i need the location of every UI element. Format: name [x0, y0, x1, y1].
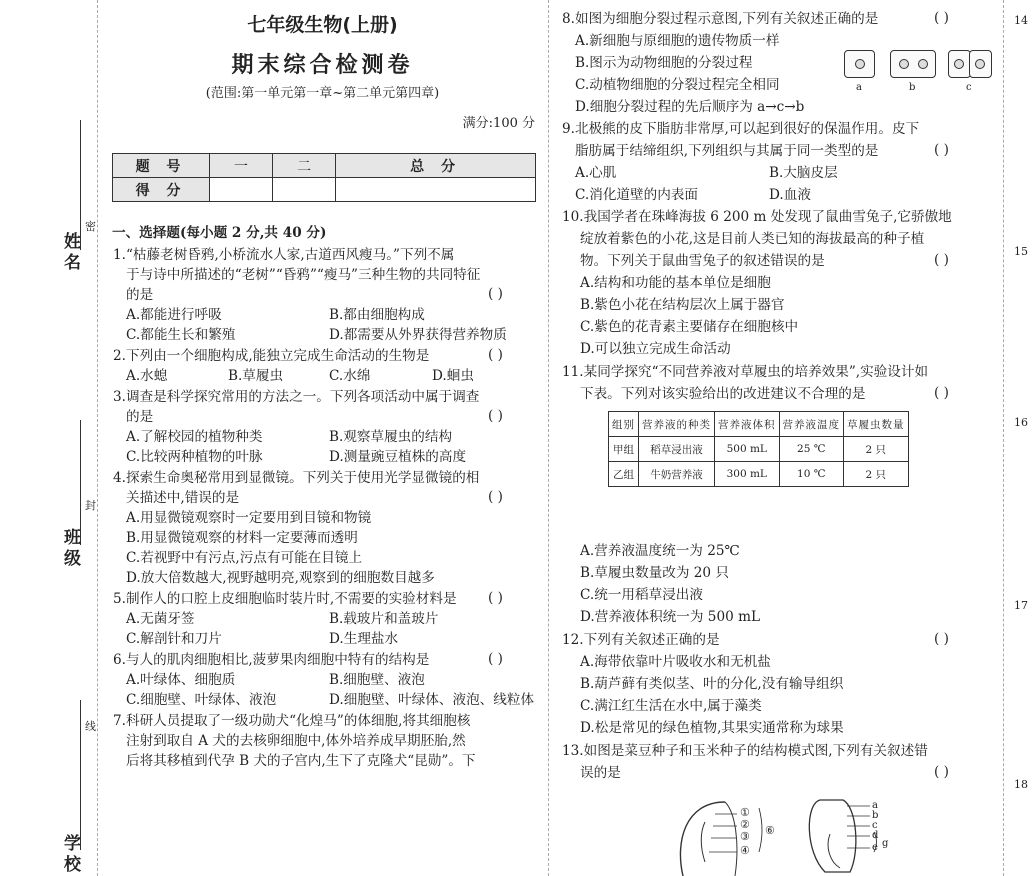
answer-bracket: ( ): [488, 408, 503, 424]
exp-cell: 乙组: [609, 462, 639, 487]
q2-option: C.水绵: [329, 368, 371, 384]
q10-stem: 物。下列关于鼠曲雪兔子的叙述错误的是: [580, 253, 825, 269]
exp-cell: 2 只: [844, 437, 909, 462]
q13-stem: 13.如图是菜豆种子和玉米种子的结构模式图,下列有关叙述错: [562, 743, 928, 759]
q9-option: A.心肌: [575, 165, 617, 181]
score-input-cell[interactable]: [336, 178, 536, 202]
q2-stem: 2.下列由一个细胞构成,能独立完成生命活动的生物是: [113, 348, 430, 364]
exam-range: (范围:第一单元第一章~第二单元第四章): [205, 86, 440, 101]
paper-subtitle: 期末综合检测卷: [231, 53, 414, 78]
q6-option: C.细胞壁、叶绿体、液泡: [126, 692, 277, 708]
q7-stem: 后将其移植到代孕 B 犬的子宫内,生下了克隆犬“昆勋”。下: [126, 753, 476, 769]
score-header-cell: 二: [273, 154, 336, 178]
answer-bracket: ( ): [934, 764, 949, 780]
exp-cell: 10 ℃: [779, 462, 844, 487]
cell-c-right: [969, 50, 992, 78]
name-write-line: [80, 120, 81, 250]
q9-option: C.消化道壁的内表面: [575, 187, 698, 203]
answer-bracket: ( ): [488, 651, 503, 667]
exp-header-cell: 草履虫数量: [844, 412, 909, 437]
q1-option: A.都能进行呼吸: [126, 307, 222, 323]
q10-stem: 10.我国学者在珠峰海拔 6 200 m 处发现了鼠曲雪兔子,它骄傲地: [562, 209, 952, 225]
q11-stem: 11.某同学探究“不同营养液对草履虫的培养效果”,实验设计如: [562, 364, 929, 380]
cell-c-left: [948, 50, 971, 78]
bean-label: ③: [740, 830, 750, 843]
score-header-cell: 题 号: [113, 154, 210, 178]
q3-option: D.测量豌豆植株的高度: [329, 449, 467, 465]
exp-header-cell: 营养液温度: [779, 412, 844, 437]
corn-label: e: [872, 842, 878, 853]
corn-label: b: [872, 810, 879, 821]
figure-label-a: a: [856, 82, 862, 93]
q1-option: C.都能生长和繁殖: [126, 327, 236, 343]
figure-label-b: b: [909, 82, 916, 93]
q11-option: D.营养液体积统一为 500 mL: [580, 609, 760, 625]
q9-option: B.大脑皮层: [769, 165, 838, 181]
edge-number: 16: [1014, 416, 1028, 429]
seed-structure-figure: [665, 792, 905, 876]
q9-stem: 9.北极熊的皮下脂肪非常厚,可以起到很好的保温作用。皮下: [562, 121, 920, 137]
q11-stem: 下表。下列对该实验给出的改进建议不合理的是: [580, 386, 866, 402]
corn-embryo: [828, 834, 840, 868]
edge-number: 18: [1014, 778, 1028, 791]
bean-label: ⑥: [765, 824, 775, 837]
q1-line: 1.“枯藤老树昏鸦,小桥流水人家,古道西风瘦马。”下列不属: [113, 247, 455, 263]
score-header-cell: 总 分: [336, 154, 536, 178]
answer-bracket: ( ): [934, 252, 949, 268]
q1-option: D.都需要从外界获得营养物质: [329, 327, 507, 343]
corn-label: d: [872, 830, 879, 841]
bean-label: ②: [740, 818, 750, 831]
answer-bracket: ( ): [488, 590, 503, 606]
q11-option: B.草履虫数量改为 20 只: [580, 565, 729, 581]
q1-option: B.都由细胞构成: [329, 307, 425, 323]
exp-header-cell: 组别: [609, 412, 639, 437]
q8-option: D.细胞分裂过程的先后顺序为 a→c→b: [575, 99, 805, 115]
q3-stem: 的是: [126, 409, 154, 425]
q13-stem: 误的是: [580, 765, 621, 781]
q2-option: A.水螅: [126, 368, 168, 384]
q12-stem: 12.下列有关叙述正确的是: [562, 632, 720, 648]
q3-option: C.比较两种植物的叶脉: [126, 449, 263, 465]
answer-bracket: ( ): [488, 489, 503, 505]
cell-b: [890, 50, 936, 78]
bean-seed-inner: [725, 802, 737, 876]
q11-option: C.统一用稻草浸出液: [580, 587, 703, 603]
answer-bracket: ( ): [934, 10, 949, 26]
school-write-line: [80, 700, 81, 850]
q5-option: A.无菌牙签: [126, 611, 195, 627]
q4-option: A.用显微镜观察时一定要用到目镜和物镜: [126, 510, 372, 526]
q12-option: A.海带依靠叶片吸收水和无机盐: [580, 654, 771, 670]
corn-label: g: [882, 838, 889, 849]
answer-bracket: ( ): [934, 142, 949, 158]
paper-title: 七年级生物(上册): [247, 14, 398, 36]
q8-option: C.动植物细胞的分裂过程完全相同: [575, 77, 780, 93]
q5-stem: 5.制作人的口腔上皮细胞临时装片时,不需要的实验材料是: [113, 591, 457, 607]
q11-option: A.营养液温度统一为 25℃: [580, 543, 740, 559]
q10-stem: 绽放着紫色的小花,这是目前人类已知的海拔最高的种子植: [580, 231, 925, 247]
class-label: 班级: [60, 528, 80, 570]
q2-option: B.草履虫: [228, 368, 284, 384]
q9-stem: 脂肪属于结缔组织,下列组织与其属于同一类型的是: [575, 143, 879, 159]
answer-bracket: ( ): [488, 286, 503, 302]
score-header-cell: 一: [210, 154, 273, 178]
q4-option: D.放大倍数越大,视野越明亮,观察到的细胞数目越多: [126, 570, 435, 586]
section-title: 一、选择题(每小题 2 分,共 40 分): [112, 225, 327, 241]
edge-number: 15: [1014, 245, 1028, 258]
q5-option: B.载玻片和盖玻片: [329, 611, 439, 627]
seal-mi: 密: [85, 220, 96, 233]
cell-a: [844, 50, 875, 78]
q3-option: A.了解校园的植物种类: [126, 429, 263, 445]
answer-bracket: ( ): [934, 385, 949, 401]
seal-xian: 线: [85, 720, 96, 733]
edge-number: 17: [1014, 599, 1028, 612]
q4-stem: 关描述中,错误的是: [126, 490, 240, 506]
q10-option: A.结构和功能的基本单位是细胞: [580, 275, 771, 291]
score-input-cell[interactable]: [210, 178, 273, 202]
q6-option: D.细胞壁、叶绿体、液泡、线粒体: [329, 692, 535, 708]
exp-header-cell: 营养液体积: [715, 412, 780, 437]
q6-option: A.叶绿体、细胞质: [126, 672, 236, 688]
q6-option: B.细胞壁、液泡: [329, 672, 425, 688]
q10-option: D.可以独立完成生命活动: [580, 341, 731, 357]
school-label: 学校: [60, 834, 80, 876]
q2-option: D.蛔虫: [432, 368, 474, 384]
seal-feng: 封: [85, 499, 96, 512]
q1-line: 的是: [126, 287, 154, 303]
corn-label: a: [872, 800, 878, 811]
bean-seed-outline: [680, 802, 725, 876]
name-label: 姓名: [60, 232, 80, 274]
q7-stem: 注射到取自 A 犬的去核卵细胞中,体外培养成早期胚胎,然: [126, 733, 466, 749]
table-row: [609, 437, 909, 462]
q12-option: C.满江红生活在水中,属于藻类: [580, 698, 762, 714]
binding-dashed-line: [97, 0, 98, 876]
right-edge-divider: [1003, 0, 1004, 876]
q5-option: D.生理盐水: [329, 631, 399, 647]
exp-cell: 500 mL: [715, 437, 780, 462]
bean-label: ④: [740, 844, 750, 857]
q4-option: C.若视野中有污点,污点有可能在目镜上: [126, 550, 363, 566]
answer-bracket: ( ): [934, 631, 949, 647]
experiment-table: [608, 411, 909, 487]
q8-option: A.新细胞与原细胞的遗传物质一样: [575, 33, 780, 49]
q3-option: B.观察草履虫的结构: [329, 429, 453, 445]
exp-header-cell: 营养液的种类: [639, 412, 715, 437]
table-row: [609, 462, 909, 487]
column-divider: [548, 0, 549, 876]
q10-option: B.紫色小花在结构层次上属于器官: [580, 297, 785, 313]
exp-cell: 牛奶营养液: [639, 462, 715, 487]
exp-cell: 稻草浸出液: [639, 437, 715, 462]
q5-option: C.解剖针和刀片: [126, 631, 222, 647]
q8-stem: 8.如图为细胞分裂过程示意图,下列有关叙述正确的是: [562, 11, 879, 27]
exp-cell: 2 只: [844, 462, 909, 487]
exp-cell: 300 mL: [715, 462, 780, 487]
q3-stem: 3.调查是科学探究常用的方法之一。下列各项活动中属于调查: [113, 389, 480, 405]
q9-option: D.血液: [769, 187, 811, 203]
score-table: [112, 153, 536, 202]
exp-cell: 25 ℃: [779, 437, 844, 462]
bean-embryo: [701, 822, 705, 862]
q12-option: B.葫芦藓有类似茎、叶的分化,没有输导组织: [580, 676, 844, 692]
edge-number: 14: [1014, 14, 1028, 27]
q8-option: B.图示为动物细胞的分裂过程: [575, 55, 753, 71]
q4-stem: 4.探索生命奥秘常用到显微镜。下列关于使用光学显微镜的相: [113, 470, 480, 486]
answer-bracket: ( ): [488, 347, 503, 363]
cell-division-figure: [838, 44, 998, 96]
q4-option: B.用显微镜观察的材料一定要薄而透明: [126, 530, 358, 546]
score-input-cell[interactable]: [273, 178, 336, 202]
q1-line: 于与诗中所描述的“老树”“昏鸦”“瘦马”三种生物的共同特征: [126, 267, 481, 283]
bean-label: ①: [740, 806, 750, 819]
class-write-line: [80, 420, 81, 545]
corn-label: c: [872, 820, 878, 831]
score-row-label: 得 分: [113, 178, 210, 202]
q10-option: C.紫色的花青素主要储存在细胞核中: [580, 319, 799, 335]
figure-label-c: c: [966, 82, 972, 93]
q6-stem: 6.与人的肌肉细胞相比,菠萝果肉细胞中特有的结构是: [113, 652, 430, 668]
q7-stem: 7.科研人员提取了一级功勋犬“化煌马”的体细胞,将其细胞核: [113, 713, 471, 729]
full-score: 满分:100 分: [462, 116, 535, 131]
q12-option: D.松是常见的绿色植物,其果实通常称为球果: [580, 720, 844, 736]
exp-cell: 甲组: [609, 437, 639, 462]
